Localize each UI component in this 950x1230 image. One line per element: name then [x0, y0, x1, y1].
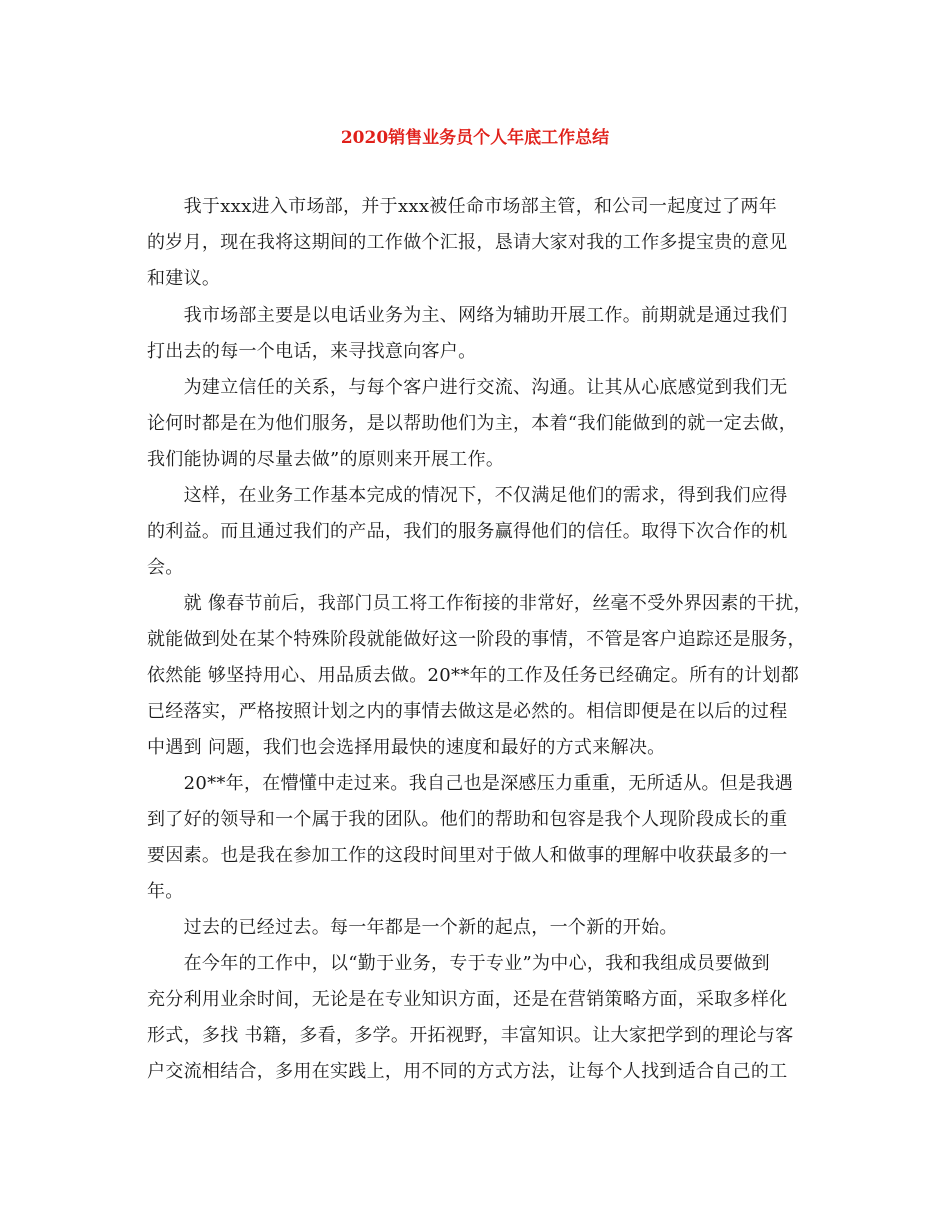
text-line: 的利益。而且通过我们的产品，我们的服务赢得他们的信任。取得下次合作的机 — [147, 521, 788, 542]
text-line: 户交流相结合，多用在实践上，用不同的方式方法，让每个人找到适合自己的工 — [147, 1061, 788, 1082]
text-line: 依然能 够坚持用心、用品质去做。20**年的工作及任务已经确定。所有的计划都 — [147, 665, 800, 686]
text-line: 就能做到处在某个特殊阶段就能做好这一阶段的事情，不管是客户追踪还是服务， — [147, 629, 806, 650]
text-line: 我们能协调的尽量去做”的原则来开展工作。 — [147, 449, 505, 470]
text-line: 已经落实，严格按照计划之内的事情去做这是必然的。相信即便是在以后的过程 — [147, 701, 788, 722]
text-line: 到了好的领导和一个属于我的团队。他们的帮助和包容是我个人现阶段成长的重 — [147, 809, 788, 830]
text-line: 打出去的每一个电话，来寻找意向客户。 — [147, 341, 477, 362]
text-line: 中遇到 问题，我们也会选择用最快的速度和最好的方式来解决。 — [147, 737, 666, 758]
text-line: 论何时都是在为他们服务，是以帮助他们为主，本着“我们能做到的就一定去做， — [147, 413, 797, 434]
text-line: 的岁月，现在我将这期间的工作做个汇报，恳请大家对我的工作多提宝贵的意见 — [147, 232, 788, 253]
text-line: 充分利用业余时间，无论是在专业知识方面，还是在营销策略方面，采取多样化 — [147, 989, 788, 1010]
text-line: 会。 — [147, 557, 184, 578]
text-line: 就 像春节前后，我部门员工将工作衔接的非常好，丝毫不受外界因素的干扰， — [147, 593, 812, 614]
text-line: 我于xxx进入市场部，并于xxx被任命市场部主管，和公司一起度过了两年 — [147, 196, 778, 217]
text-line: 形式，多找 书籍，多看，多学。开拓视野，丰富知识。让大家把学到的理论与客 — [147, 1025, 794, 1046]
document-title: 2020销售业务员个人年底工作总结 — [340, 128, 610, 148]
text-line: 在今年的工作中，以“勤于业务，专于专业”为中心，我和我组成员要做到 — [147, 953, 770, 974]
text-line: 这样，在业务工作基本完成的情况下，不仅满足他们的需求，得到我们应得 — [147, 485, 788, 506]
text-line: 要因素。也是我在参加工作的这段时间里对于做人和做事的理解中收获最多的一 — [147, 845, 788, 866]
text-line: 为建立信任的关系，与每个客户进行交流、沟通。让其从心底感觉到我们无 — [147, 377, 788, 398]
text-line: 20**年，在懵懂中走过来。我自己也是深感压力重重，无所适从。但是我遇 — [147, 773, 794, 794]
text-line: 过去的已经过去。每一年都是一个新的起点，一个新的开始。 — [147, 917, 678, 938]
text-line: 年。 — [147, 881, 184, 902]
text-line: 和建议。 — [147, 268, 221, 289]
text-line: 我市场部主要是以电话业务为主、网络为辅助开展工作。前期就是通过我们 — [147, 305, 788, 326]
